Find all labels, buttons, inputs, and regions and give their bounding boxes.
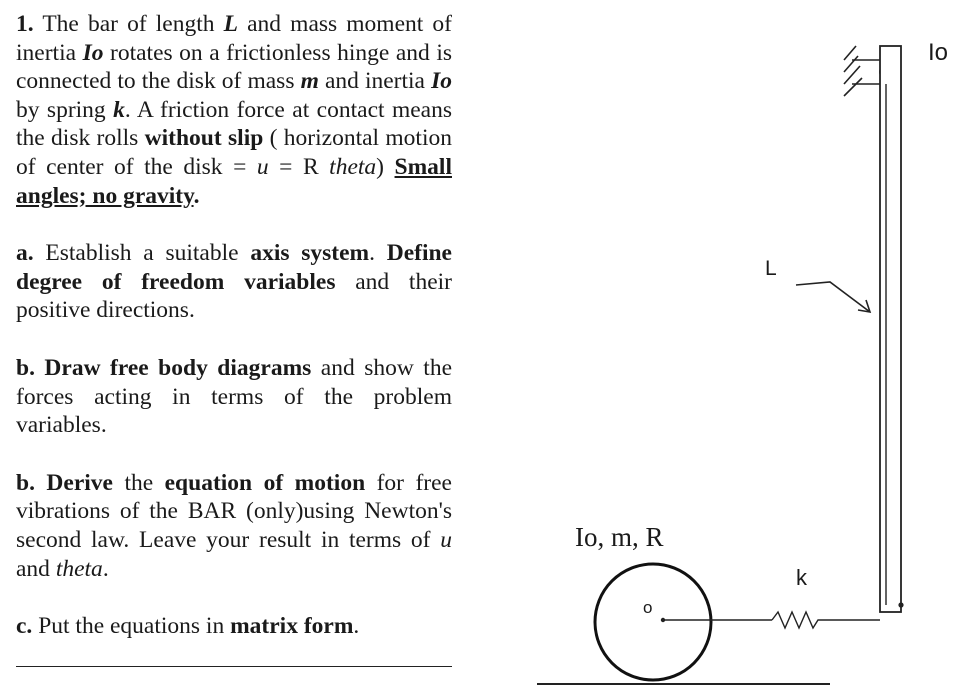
text-run: by spring [16, 96, 114, 123]
text-run: . [193, 182, 200, 209]
text-run: Put the equations in [32, 613, 231, 640]
spring [772, 612, 880, 628]
hinge-support [844, 46, 880, 96]
var-m: m [300, 68, 319, 95]
text-run: and show the forces acting in terms of the problem variables. [16, 354, 452, 439]
disk [595, 564, 711, 680]
label-disk: Io, m, R [575, 522, 664, 552]
text-run: The bar of length [33, 11, 224, 37]
var-u: u [440, 526, 452, 553]
emphasis: matrix form [230, 613, 354, 640]
text-run: and [16, 555, 56, 582]
assumptions-underlined: Small angles; no gravity [16, 153, 452, 209]
label-k: k [796, 565, 807, 590]
label-L: L [765, 257, 777, 280]
text-run: for free vibrations of the BAR (only)using Newton's second law. Leave your result in terms of [16, 469, 452, 553]
text-run: . A friction force at contact means the disk rolls [16, 96, 453, 152]
disk-center-label: o [643, 598, 653, 617]
var-theta: theta [55, 555, 103, 582]
var-Io: Io [431, 68, 452, 95]
part-label: b. Draw free body diagrams [16, 354, 312, 381]
text-run: and mass moment of inertia [16, 11, 452, 66]
var-L: L [223, 11, 238, 37]
part-label: c. [16, 613, 33, 640]
var-u: u [256, 153, 269, 180]
text-run: = R [268, 153, 330, 180]
text-run: ( horizontal motion of center of the disk = [16, 125, 452, 180]
length-leader-arrow [796, 282, 870, 312]
bar [880, 46, 901, 612]
problem-number: 1. [16, 11, 34, 37]
bar-spring-attachment [898, 602, 903, 607]
part-label: a. [16, 240, 34, 267]
var-Io: Io [82, 39, 104, 66]
text-run: the [112, 469, 165, 496]
emphasis: equation of motion [164, 469, 366, 496]
text-run: . [353, 613, 360, 640]
text-run: . [102, 555, 109, 582]
text-run: ) [376, 153, 395, 180]
label-Io-top: Io [928, 39, 949, 66]
text-run: and inertia [318, 68, 432, 95]
emphasis-without-slip: without slip [144, 125, 264, 152]
var-k: k [113, 96, 125, 123]
part-label: b. Derive [16, 469, 113, 496]
emphasis: Define degree of freedom variables [16, 240, 452, 295]
text-run: and their positive directions. [16, 268, 452, 324]
text-run: Establish a suitable [33, 240, 251, 267]
var-theta: theta [329, 153, 377, 180]
text-run: rotates on a frictionless hinge and is connected to the disk of mass [16, 39, 452, 95]
text-run: . [369, 240, 387, 267]
emphasis: axis system [250, 240, 370, 267]
